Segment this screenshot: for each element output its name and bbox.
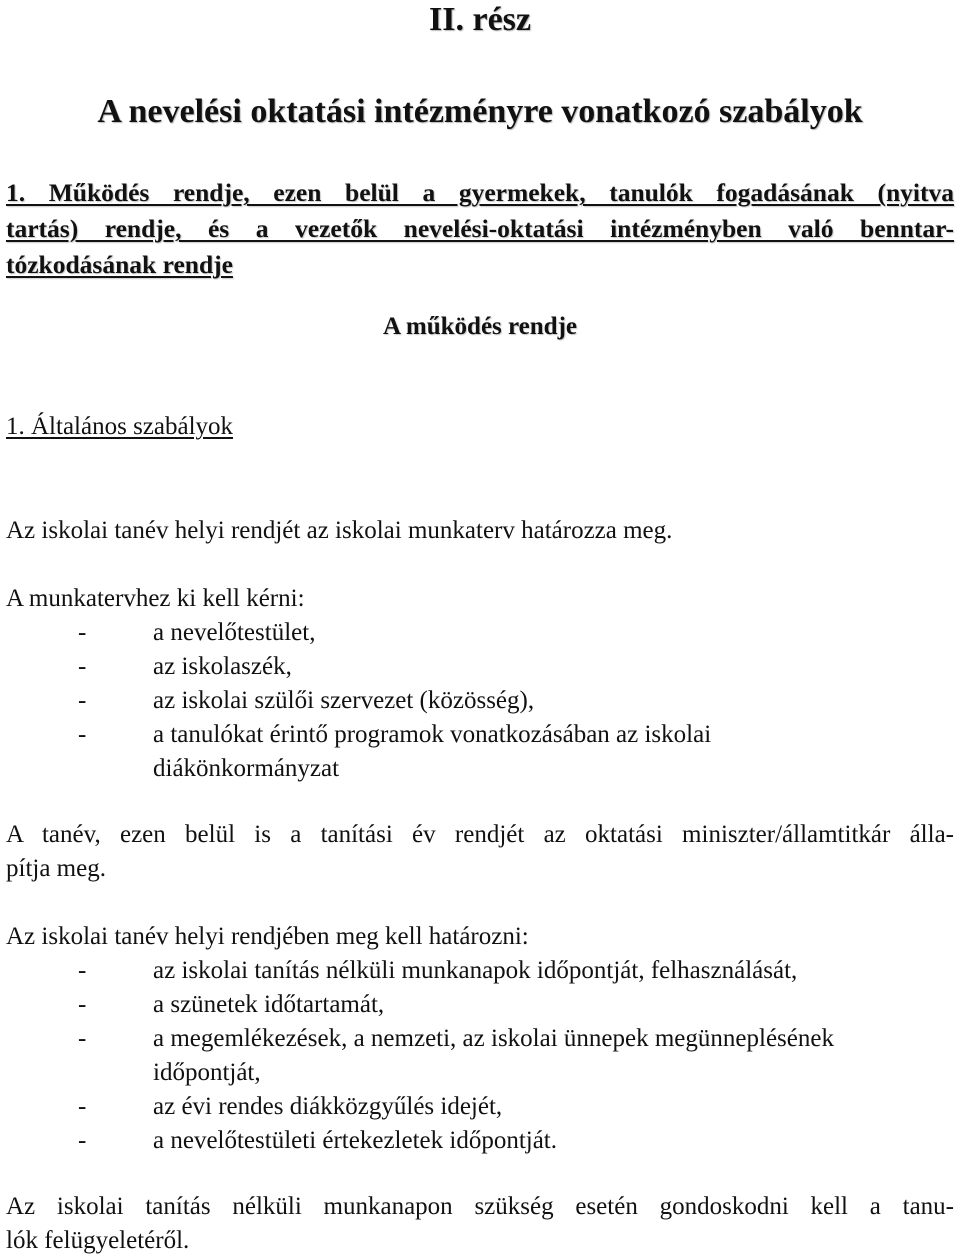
part-title: II. rész: [429, 1, 531, 38]
list-item: [0, 988, 960, 1022]
list-dash: -: [78, 721, 87, 748]
sub-heading: A működés rendje: [382, 313, 577, 340]
paragraph-supervision: [6, 1190, 954, 1258]
list-item-text: a tanulókat érintő programok vonatkozásában az iskolai: [153, 721, 712, 748]
general-rules-heading: 1. Általános szabályok: [6, 413, 234, 440]
list-item: [0, 1090, 960, 1124]
work-plan-consult-list: [0, 582, 960, 786]
list-item-text: diákönkormányzat: [153, 755, 340, 782]
list-item: [0, 684, 960, 718]
list-item-text: időpontját,: [153, 1059, 261, 1086]
list-item-text: az iskolai szülői szervezet (közösség),: [153, 687, 535, 714]
paragraph-line-2: lók felügyeletéről.: [6, 1227, 190, 1254]
list-dash: -: [78, 957, 87, 984]
list-item: [0, 650, 960, 684]
list-item-continuation: [0, 752, 960, 786]
list-item: [0, 1124, 960, 1158]
paragraph-line-1: A tanév, ezen belül is a tanítási év rendjét az oktatási miniszter/államtitkár álla-: [6, 821, 954, 848]
list-dash: -: [78, 1127, 87, 1154]
list-dash: -: [78, 653, 87, 680]
list-item: [0, 616, 960, 650]
local-order-list: [0, 920, 960, 1158]
list-item-text: az iskolaszék,: [153, 653, 292, 680]
paragraph-line-2: pítja meg.: [6, 855, 106, 882]
list-dash: -: [78, 619, 87, 646]
list-item-text: a nevelőtestület,: [153, 619, 316, 646]
list-item-continuation: [0, 1056, 960, 1090]
list-dash: -: [78, 687, 87, 714]
list-item-text: a szünetek időtartamát,: [153, 991, 385, 1018]
section-heading-line-1: 1. Működés rendje, ezen belül a gyermekek, tanulók fogadásának (nyitva: [6, 178, 954, 207]
paragraph-work-plan: Az iskolai tanév helyi rendjét az iskolai munkaterv határozza meg.: [6, 517, 673, 544]
section-heading-line-2: tartás) rendje, és a vezetők nevelési-oktatási intézményben való benntar-: [6, 214, 954, 243]
list-item-text: a megemlékezések, a nemzeti, az iskolai ünnepek megünneplésének: [153, 1025, 834, 1052]
list-intro: A munkatervhez ki kell kérni:: [6, 585, 305, 612]
list-item: [0, 718, 960, 752]
section-heading: [6, 175, 954, 283]
list-dash: -: [78, 1025, 87, 1052]
list-intro: Az iskolai tanév helyi rendjében meg kell határozni:: [6, 923, 529, 950]
list-item: [0, 954, 960, 988]
list-dash: -: [78, 1093, 87, 1120]
list-item: [0, 1022, 960, 1056]
section-heading-line-3: tózkodásának rendje: [6, 250, 233, 279]
main-title: A nevelési oktatási intézményre vonatkozó szabályok: [97, 93, 863, 130]
paragraph-school-year: [6, 818, 954, 886]
list-item-text: az iskolai tanítás nélküli munkanapok időpontját, felhasználását,: [153, 957, 798, 984]
list-dash: -: [78, 991, 87, 1018]
list-item-text: az évi rendes diákközgyűlés idejét,: [153, 1093, 503, 1120]
list-item-text: a nevelőtestületi értekezletek időpontját.: [153, 1127, 558, 1154]
paragraph-line-1: Az iskolai tanítás nélküli munkanapon szükség esetén gondoskodni kell a tanu-: [6, 1193, 954, 1220]
